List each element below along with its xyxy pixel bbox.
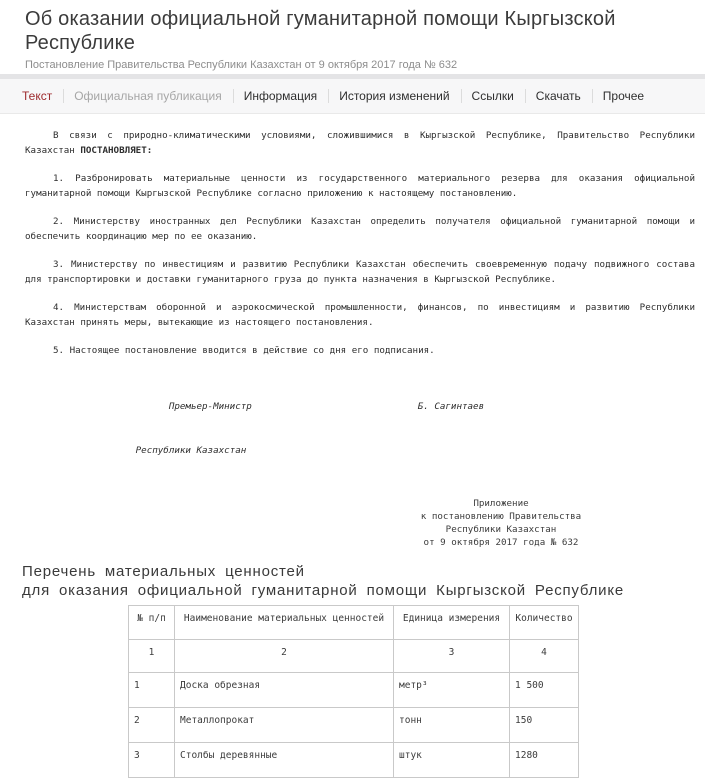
paragraph-intro xyxy=(25,128,695,158)
table-row xyxy=(129,708,579,743)
paragraph-3: 3. Министерству по инвестициям и развитию Республики Казахстан обеспечить своевременную подачу подвижного состава для транспортировки и доставки гуманитарного груза до пункта назначения в Кыргызской Республике. xyxy=(25,259,695,285)
paragraph-1: 1. Разбронировать материальные ценности из государственного материального резерва для оказания официальной гуманитарной помощи Кыргызской Республике согласно приложению к настоящему постановлению. xyxy=(25,173,695,199)
tab-links[interactable]: Ссылки xyxy=(461,79,525,113)
signature-block xyxy=(25,371,695,487)
cell-material-name: Металлопрокат xyxy=(175,708,394,743)
table-row xyxy=(129,673,579,708)
cell-quantity: 1280 xyxy=(510,743,579,778)
col-header-quantity: Количество xyxy=(510,606,579,640)
appendix-line-2: к постановлению Правительства xyxy=(420,511,582,522)
page-title: Об оказании официальной гуманитарной помощи Кыргызской Республике xyxy=(25,8,616,54)
cell-material-name: Доска обрезная xyxy=(175,673,394,708)
tab-change-history[interactable]: История изменений xyxy=(328,79,460,113)
paragraph-5: 5. Настоящее постановление вводится в действие со дня его подписания. xyxy=(53,345,435,356)
materials-table xyxy=(128,605,579,778)
document-header xyxy=(0,0,705,72)
tab-download[interactable]: Скачать xyxy=(525,79,592,113)
appendix-line-4: от 9 октября 2017 года № 632 xyxy=(423,537,579,548)
annex-heading-line-2: для оказания официальной гуманитарной помощи Кыргызской Республике xyxy=(22,582,625,599)
signature-line-2: Республики Казахстан xyxy=(25,444,247,456)
cell-quantity: 1 500 xyxy=(510,673,579,708)
cell-unit: метр³ xyxy=(394,673,510,708)
col-header-number: № п/п xyxy=(129,606,175,640)
cell-row-number: 1 xyxy=(129,673,175,708)
table-header-row xyxy=(129,606,579,640)
annex-heading xyxy=(22,562,695,600)
col-number-2: 2 xyxy=(175,640,394,673)
intro-text: В связи с природно-климатическими условиями, сложившимися в Кыргызской Республике, Правительство Республики Казахстан xyxy=(25,130,695,156)
paragraph-4: 4. Министерствам оборонной и аэрокосмической промышленности, финансов, по инвестициям и развитию Республики Казахстан принять меры, вытекающие из настоящего постановления. xyxy=(25,302,695,328)
document-body xyxy=(0,114,705,778)
document-subtitle: Постановление Правительства Республики Казахстан от 9 октября 2017 года № 632 xyxy=(25,59,458,71)
cell-quantity: 150 xyxy=(510,708,579,743)
cell-row-number: 3 xyxy=(129,743,175,778)
cell-unit: тонн xyxy=(394,708,510,743)
tab-official-publication[interactable]: Официальная публикация xyxy=(63,79,232,113)
tab-text[interactable]: Текст xyxy=(22,89,53,103)
signature-line-1: Премьер-Министр Б. Сагинтаев xyxy=(25,401,485,412)
col-number-4: 4 xyxy=(510,640,579,673)
table-row xyxy=(129,743,579,778)
cell-row-number: 2 xyxy=(129,708,175,743)
tab-other[interactable]: Прочее xyxy=(592,79,655,113)
cell-unit: штук xyxy=(394,743,510,778)
col-number-1: 1 xyxy=(129,640,175,673)
col-header-name: Наименование материальных ценностей xyxy=(175,606,394,640)
appendix-reference-block xyxy=(351,497,651,549)
appendix-line-3: Республики Казахстан xyxy=(445,524,557,535)
appendix-line-1: Приложение xyxy=(473,498,529,509)
col-number-3: 3 xyxy=(394,640,510,673)
cell-material-name: Столбы деревянные xyxy=(175,743,394,778)
col-header-unit: Единица измерения xyxy=(394,606,510,640)
tab-bar xyxy=(0,79,705,114)
intro-resolves-bold: ПОСТАНОВЛЯЕТ: xyxy=(80,145,153,156)
column-number-row xyxy=(129,640,579,673)
annex-heading-line-1: Перечень материальных ценностей xyxy=(22,563,305,580)
paragraph-2: 2. Министерству иностранных дел Республики Казахстан определить получателя официальной гуманитарной помощи и обеспечить координацию мер по ее оказанию. xyxy=(25,216,695,242)
tab-information[interactable]: Информация xyxy=(233,79,328,113)
